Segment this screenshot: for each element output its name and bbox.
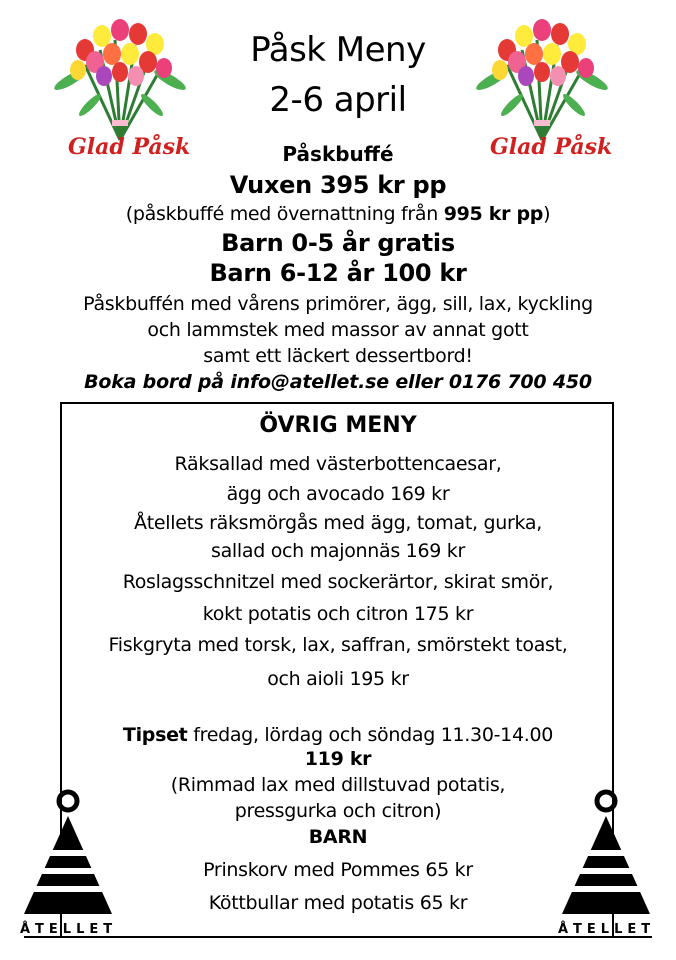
buffet-description-2: och lammstek med massor av annat gott xyxy=(147,319,529,341)
tipset-line xyxy=(0,722,676,748)
kids-menu-item: Köttbullar med potatis 65 kr xyxy=(208,892,468,914)
greeting-right: Glad Påsk xyxy=(490,134,613,160)
tipset-hours: fredag, lördag och söndag 11.30-14.00 xyxy=(187,724,554,746)
kids-price: Barn 6-12 år 100 kr xyxy=(209,259,467,287)
kids-menu-heading: BARN xyxy=(308,826,368,848)
atellet-logo-left-icon xyxy=(24,788,112,918)
menu-line: Räksallad med västerbottencaesar, xyxy=(174,453,502,475)
tipset-description-1: (Rimmad lax med dillstuvad potatis, xyxy=(170,774,506,796)
menu-line: kokt potatis och citron 175 kr xyxy=(202,603,474,625)
menu-line: sallad och majonnäs 169 kr xyxy=(210,540,466,562)
buffet-heading: Påskbuffé xyxy=(282,142,394,166)
adult-price: Vuxen 395 kr pp xyxy=(229,171,447,199)
overnight-price: 995 kr pp xyxy=(443,203,544,225)
booking-info: Boka bord på info@atellet.se eller 0176 700 450 xyxy=(84,371,592,393)
overnight-suffix: ) xyxy=(543,203,551,225)
page-title: Påsk Meny xyxy=(250,30,426,70)
menu-line: Roslagsschnitzel med sockerärtor, skirat smör, xyxy=(122,571,554,593)
tipset-label: Tipset xyxy=(122,724,188,746)
other-menu-heading: ÖVRIG MENY xyxy=(259,413,417,438)
tipset-price: 119 kr xyxy=(304,748,372,770)
atellet-logo-right-icon xyxy=(562,788,650,918)
menu-line: Åtellets räksmörgås med ägg, tomat, gurka, xyxy=(134,512,542,534)
buffet-description-3: samt ett läckert dessertbord! xyxy=(203,345,473,367)
menu-line: ägg och avocado 169 kr xyxy=(226,483,450,505)
logo-text-left: ÅTELLET xyxy=(20,922,118,937)
menu-line: Fiskgryta med torsk, lax, saffran, smörstekt toast, xyxy=(108,634,568,656)
kids-menu-item: Prinskorv med Pommes 65 kr xyxy=(203,859,473,881)
overnight-offer xyxy=(0,202,676,226)
kids-free: Barn 0-5 år gratis xyxy=(221,229,455,257)
buffet-description-1: Påskbuffén med vårens primörer, ägg, sill, lax, kyckling xyxy=(83,293,593,315)
tipset-description-2: pressgurka och citron) xyxy=(234,800,442,822)
overnight-prefix: (påskbuffé med övernattning från xyxy=(125,203,444,225)
menu-line: och aioli 195 kr xyxy=(267,668,409,690)
date-range: 2-6 april xyxy=(269,80,407,120)
greeting-left: Glad Påsk xyxy=(68,134,191,160)
logo-text-right: ÅTELLET xyxy=(558,922,656,937)
